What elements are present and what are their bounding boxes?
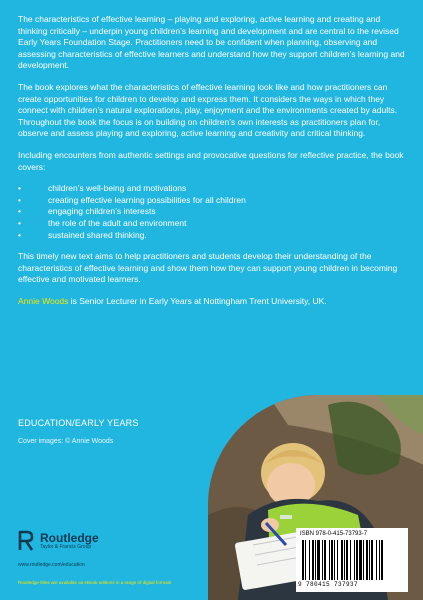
list-item: • children’s well-being and motivations (18, 183, 410, 195)
barcode-panel (296, 528, 408, 592)
back-cover-blurb (18, 14, 410, 317)
barcode-icon (302, 540, 402, 580)
covers-intro-paragraph: Including encounters from authentic settings and provocative questions for reflective practice, the book covers: (18, 149, 404, 172)
publisher-url: www.routledge.com/education (18, 562, 85, 568)
explores-paragraph: The book explores what the characteristics of effective learning look like and how practitioners can create opportunities for children to develop and express them. It considers the ways in which they connect with children’s natural explorations, play, enjoyment and the environments created by adults. Throughout the book the focus is on building on children’s own interests as practitioners plan for, observe and assess playing and exploring, active learning and creativity and critical thinking. (18, 81, 398, 139)
author-bio-text: is Senior Lecturer in Early Years at Nottingham Trent University, UK. (68, 295, 327, 306)
topics-list (18, 183, 410, 241)
list-item: • engaging children’s interests (18, 206, 410, 218)
closing-paragraph: This timely new text aims to help practitioners and students develop their understanding of the characteristics of effective learning and show them how they can support young children in becoming effective and motivated learners. (18, 251, 398, 285)
routledge-r-icon (18, 530, 34, 552)
list-item: • the role of the adult and environment (18, 218, 410, 230)
intro-paragraph: The characteristics of effective learning – playing and exploring, active learning and creating and thinking critically – underpin young children’s learning and development and are central to the revised Early Years Foundation Stage. Practitioners need to be confident when planning, observing and assessing characteristics of effective learners and understand how they support children’s learning and development. (18, 14, 405, 71)
cover-credit: Cover images: © Annie Woods (18, 438, 114, 445)
isbn-label: ISBN 978-0-415-73793-7 (300, 531, 368, 537)
author-bio (18, 296, 410, 308)
publisher-group: Taylor & Francis Group (40, 544, 92, 550)
list-item: • creating effective learning possibilities for all children (18, 195, 410, 207)
ebook-note: Routledge titles are available as eBook editions in a range of digital formats (18, 580, 172, 585)
subject-category: EDUCATION/EARLY YEARS (18, 418, 139, 428)
publisher-logo (18, 530, 138, 562)
publisher-name: Routledge (40, 531, 99, 545)
list-item: • sustained shared thinking. (18, 230, 410, 242)
author-name: Annie Woods (18, 295, 69, 306)
barcode-number: 9 780415 737937 (298, 581, 359, 588)
